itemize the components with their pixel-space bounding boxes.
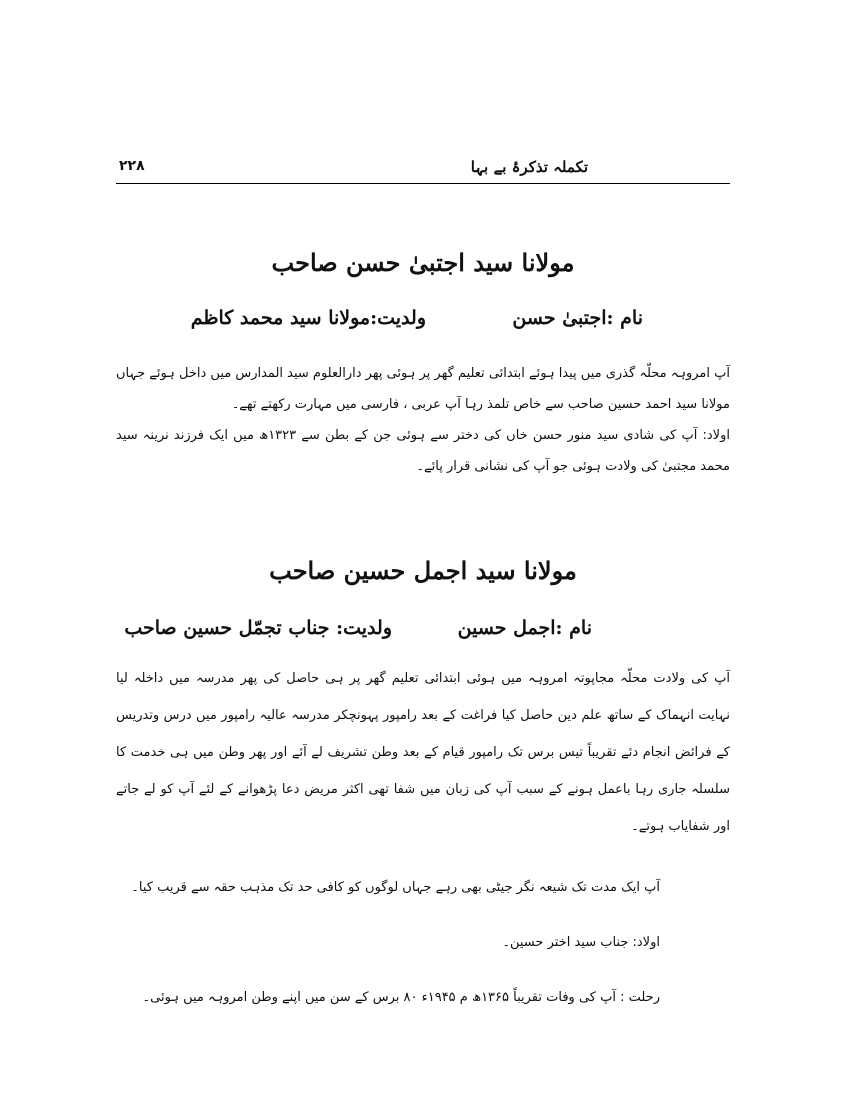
parentage-line-1: ولدیت:مولانا سید محمد کاظم (190, 307, 426, 329)
offspring-paragraph-1: اولاد: آپ کی شادی سید منور حسن خاں کی دختر سے ہوئی جن کے بطن سے ۱۳۲۳ھ میں ایک فرزند نرینہ سید محمد مجتبیٰ کی ولادت ہوئی جو آپ کی نشانی قرار پائے۔ (116, 428, 730, 474)
section-title-1: مولانا سید اجتبیٰ حسن صاحب (271, 248, 575, 277)
biography-paragraph-2: آپ کی ولادت محلّہ مجاپوتہ امروہہ میں ہوئی ابتدائی تعلیم گھر پر ہی حاصل کی پھر مدرسہ میں داخلہ لیا نہایت انہماک کے ساتھ علم دین حاصل کیا فراغت کے بعد رامپور پہونچکر مدرسہ عالیہ رامپور میں درس وتدریس کے فرائض انجام دئے تقریباً تیس برس تک رامپور قیام کے بعد وطن تشریف لے آئے اور پھر وطن میں ہی خدمت کا سلسلہ جاری رہا باعمل ہونے کے سبب آپ کی زبان میں شفا تھی اکثر مریض دعا پڑھوانے کے لئے آپ کو لے جاتے اور شفایاب ہوتے۔ (116, 671, 730, 834)
page-number: ۲۲۸ (119, 158, 145, 174)
offspring-line-2: اولاد: جناب سید اختر حسین۔ (502, 935, 660, 950)
parentage-line-2: ولدیت: جناب تجمّل حسین صاحب (124, 617, 392, 639)
name-line-1: نام :اجتبیٰ حسن (512, 307, 643, 329)
running-header-title: تکملہ تذکرۂ بے بہا (470, 158, 588, 176)
death-line-2: رحلت : آپ کی وفات تقریباً ۱۳۶۵ھ م ۱۹۴۵ء ۸۰ برس کے سن میں اپنے وطن امروہہ میں ہوئی۔ (142, 990, 660, 1005)
header-rule (116, 183, 730, 184)
section-title-2: مولانا سید اجمل حسین صاحب (269, 556, 577, 585)
name-line-2: نام :اجمل حسین (457, 617, 592, 639)
career-line-2: آپ ایک مدت تک شیعہ نگر جیٹی بھی رہے جہاں لوگوں کو کافی حد تک مذہب حقہ سے قریب کیا۔ (131, 880, 660, 895)
biography-paragraph-1: آپ امروہہ محلّہ گذری میں پیدا ہوئے ابتدائی تعلیم گھر پر ہوئی پھر دارالعلوم سید المدارس میں داخل ہوئے جہاں مولانا سید احمد حسین صاحب سے خاص تلمذ رہا آپ عربی ، فارسی میں مہارت رکھتے تھے۔ (116, 366, 730, 412)
